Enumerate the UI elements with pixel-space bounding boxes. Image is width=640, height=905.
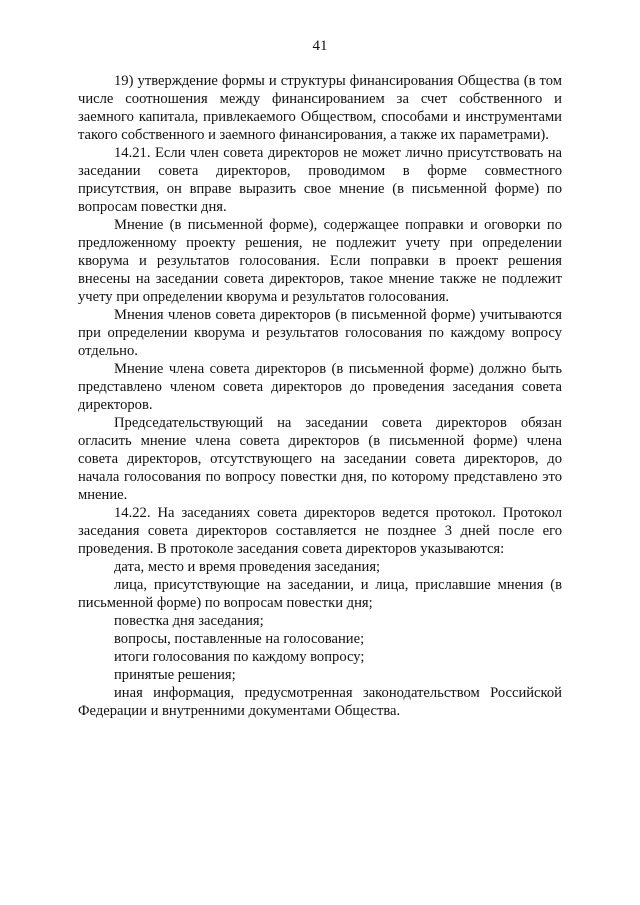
list-item: лица, присутствующие на заседании, и лица, приславшие мнения (в письменной форме) по вопросам повестки дня;	[78, 577, 562, 611]
paragraph: Мнение (в письменной форме), содержащее поправки и оговорки по предложенному проекту решения, не подлежит учету при определении кворума и результатов голосования. Если поправки в проект решения внесены на заседании совета директоров, такое мнение также не подлежит учету при определении кворума и результатов голосования.	[78, 217, 562, 305]
list-item: принятые решения;	[114, 667, 236, 683]
document-body	[78, 72, 562, 720]
list-item: иная информация, предусмотренная законодательством Российской Федерации и внутренними документами Общества.	[78, 685, 562, 719]
list-item: дата, место и время проведения заседания;	[114, 559, 381, 575]
list-item: вопросы, поставленные на голосование;	[114, 631, 365, 647]
paragraph: Мнение члена совета директоров (в письменной форме) должно быть представлено членом совета директоров до проведения заседания совета директоров.	[78, 361, 562, 413]
paragraph: 19) утверждение формы и структуры финансирования Общества (в том числе соотношения между финансированием за счет собственного и заемного капитала, привлекаемого Обществом, способами и инструментами такого собственного и заемного финансирования, а также их параметрами).	[78, 73, 562, 143]
paragraph: Председательствующий на заседании совета директоров обязан огласить мнение члена совета директоров (в письменной форме) члена совета директоров, отсутствующего на заседании совета директоров, до начала голосования по вопросу повестки дня, по которому представлено это мнение.	[78, 415, 562, 503]
list-item: повестка дня заседания;	[114, 613, 264, 629]
list-item: итоги голосования по каждому вопросу;	[114, 649, 365, 665]
paragraph: 14.22. На заседаниях совета директоров ведется протокол. Протокол заседания совета директоров составляется не позднее 3 дней после его проведения. В протоколе заседания совета директоров указываются:	[78, 505, 562, 557]
paragraph: Мнения членов совета директоров (в письменной форме) учитываются при определении кворума и результатов голосования по каждому вопросу отдельно.	[78, 307, 562, 359]
paragraph: 14.21. Если член совета директоров не может лично присутствовать на заседании совета директоров, проводимом в форме совместного присутствия, он вправе выразить свое мнение (в письменной форме) по вопросам повестки дня.	[78, 145, 562, 215]
page-number: 41	[312, 38, 328, 54]
